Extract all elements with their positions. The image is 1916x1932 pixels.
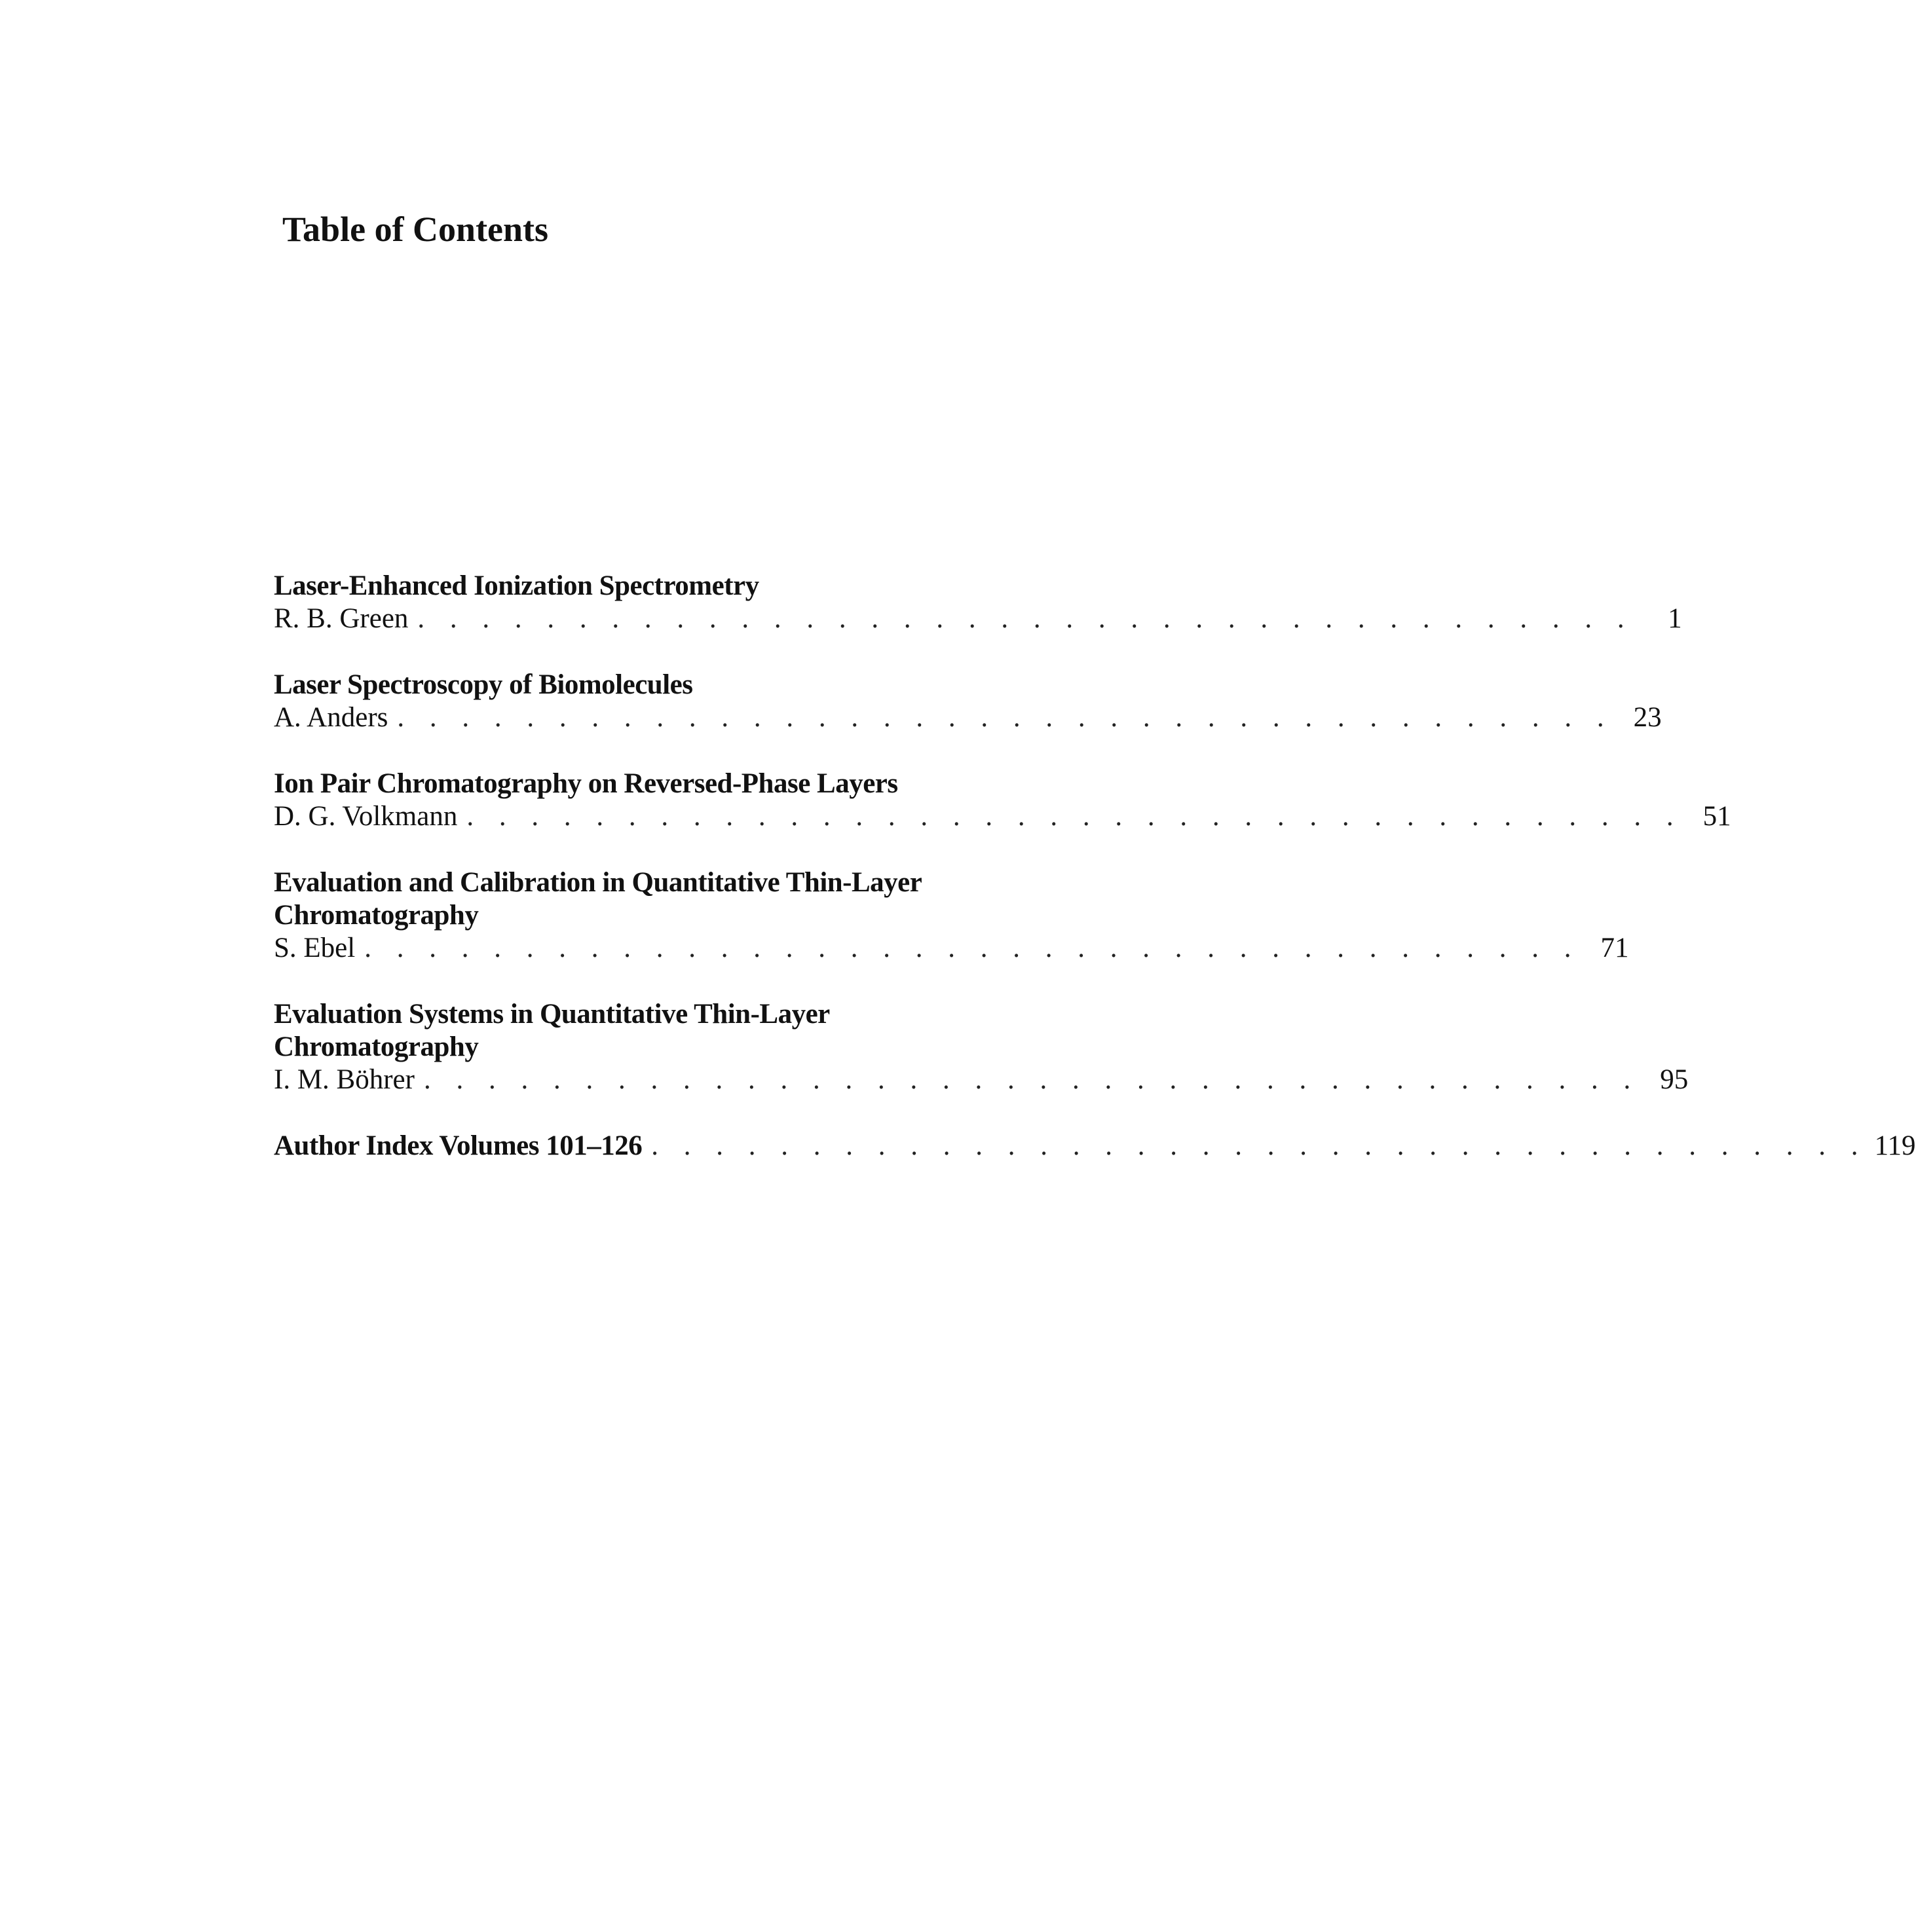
entry-page-number: 71 xyxy=(1600,933,1629,963)
entry-author: D. G. Volkmann xyxy=(274,801,458,832)
author-index-label: Author Index Volumes 101–126 xyxy=(274,1130,643,1161)
author-index-page-number: 119 xyxy=(1874,1130,1916,1161)
toc-entry xyxy=(274,768,1731,833)
entry-author-line xyxy=(274,1064,1689,1096)
toc-entry xyxy=(274,998,1689,1096)
entry-author: A. Anders xyxy=(274,702,388,733)
author-index-entry xyxy=(274,1130,1916,1162)
entry-author-line xyxy=(274,603,1682,635)
entry-page-number: 95 xyxy=(1660,1064,1689,1095)
dot-leader: . . . . . . . . . . . . . . . . . . . . . . . . . . . . . . . . . . . . . . xyxy=(466,801,1683,832)
entry-author-line xyxy=(274,932,1629,965)
entry-author: R. B. Green xyxy=(274,603,409,634)
entry-author-line xyxy=(274,701,1662,734)
entry-title: Chromatography xyxy=(274,900,479,931)
entry-title: Laser Spectroscopy of Biomolecules xyxy=(274,669,693,700)
page-title: Table of Contents xyxy=(282,210,549,249)
toc-entry xyxy=(274,669,1662,734)
entry-title: Laser-Enhanced Ionization Spectrometry xyxy=(274,570,759,601)
entry-title: Evaluation Systems in Quantitative Thin-Layer xyxy=(274,999,830,1030)
table-of-contents xyxy=(274,570,1916,1162)
dot-leader: . . . . . . . . . . . . . . . . . . . . . . . . . . . . . . . . . . . . . . xyxy=(423,1064,1640,1095)
entry-author: S. Ebel xyxy=(274,933,356,963)
entry-page-number: 51 xyxy=(1702,801,1731,832)
entry-title: Chromatography xyxy=(274,1031,479,1062)
entry-author-line xyxy=(274,800,1731,833)
toc-entry xyxy=(274,570,1682,635)
toc-entry xyxy=(274,866,1629,965)
dot-leader: . . . . . . . . . . . . . . . . . . . . . . . . . . . . . . . . . . . . . . xyxy=(417,603,1634,634)
dot-leader: . . . . . . . . . . . . . . . . . . . . . . . . . . . . . . . . . . . . . . xyxy=(397,702,1613,733)
entry-title: Evaluation and Calibration in Quantitative Thin-Layer xyxy=(274,867,922,898)
entry-page-number: 1 xyxy=(1668,603,1682,634)
author-index-line xyxy=(274,1130,1916,1162)
entry-title: Ion Pair Chromatography on Reversed-Phase Layers xyxy=(274,768,898,799)
entry-author: I. M. Böhrer xyxy=(274,1064,415,1095)
entry-page-number: 23 xyxy=(1633,702,1662,733)
dot-leader: . . . . . . . . . . . . . . . . . . . . . . . . . . . . . . . . . . . . . . xyxy=(364,933,1581,963)
dot-leader: . . . . . . . . . . . . . . . . . . . . . . . . . . . . . . . . . . . . . . xyxy=(651,1130,1868,1161)
